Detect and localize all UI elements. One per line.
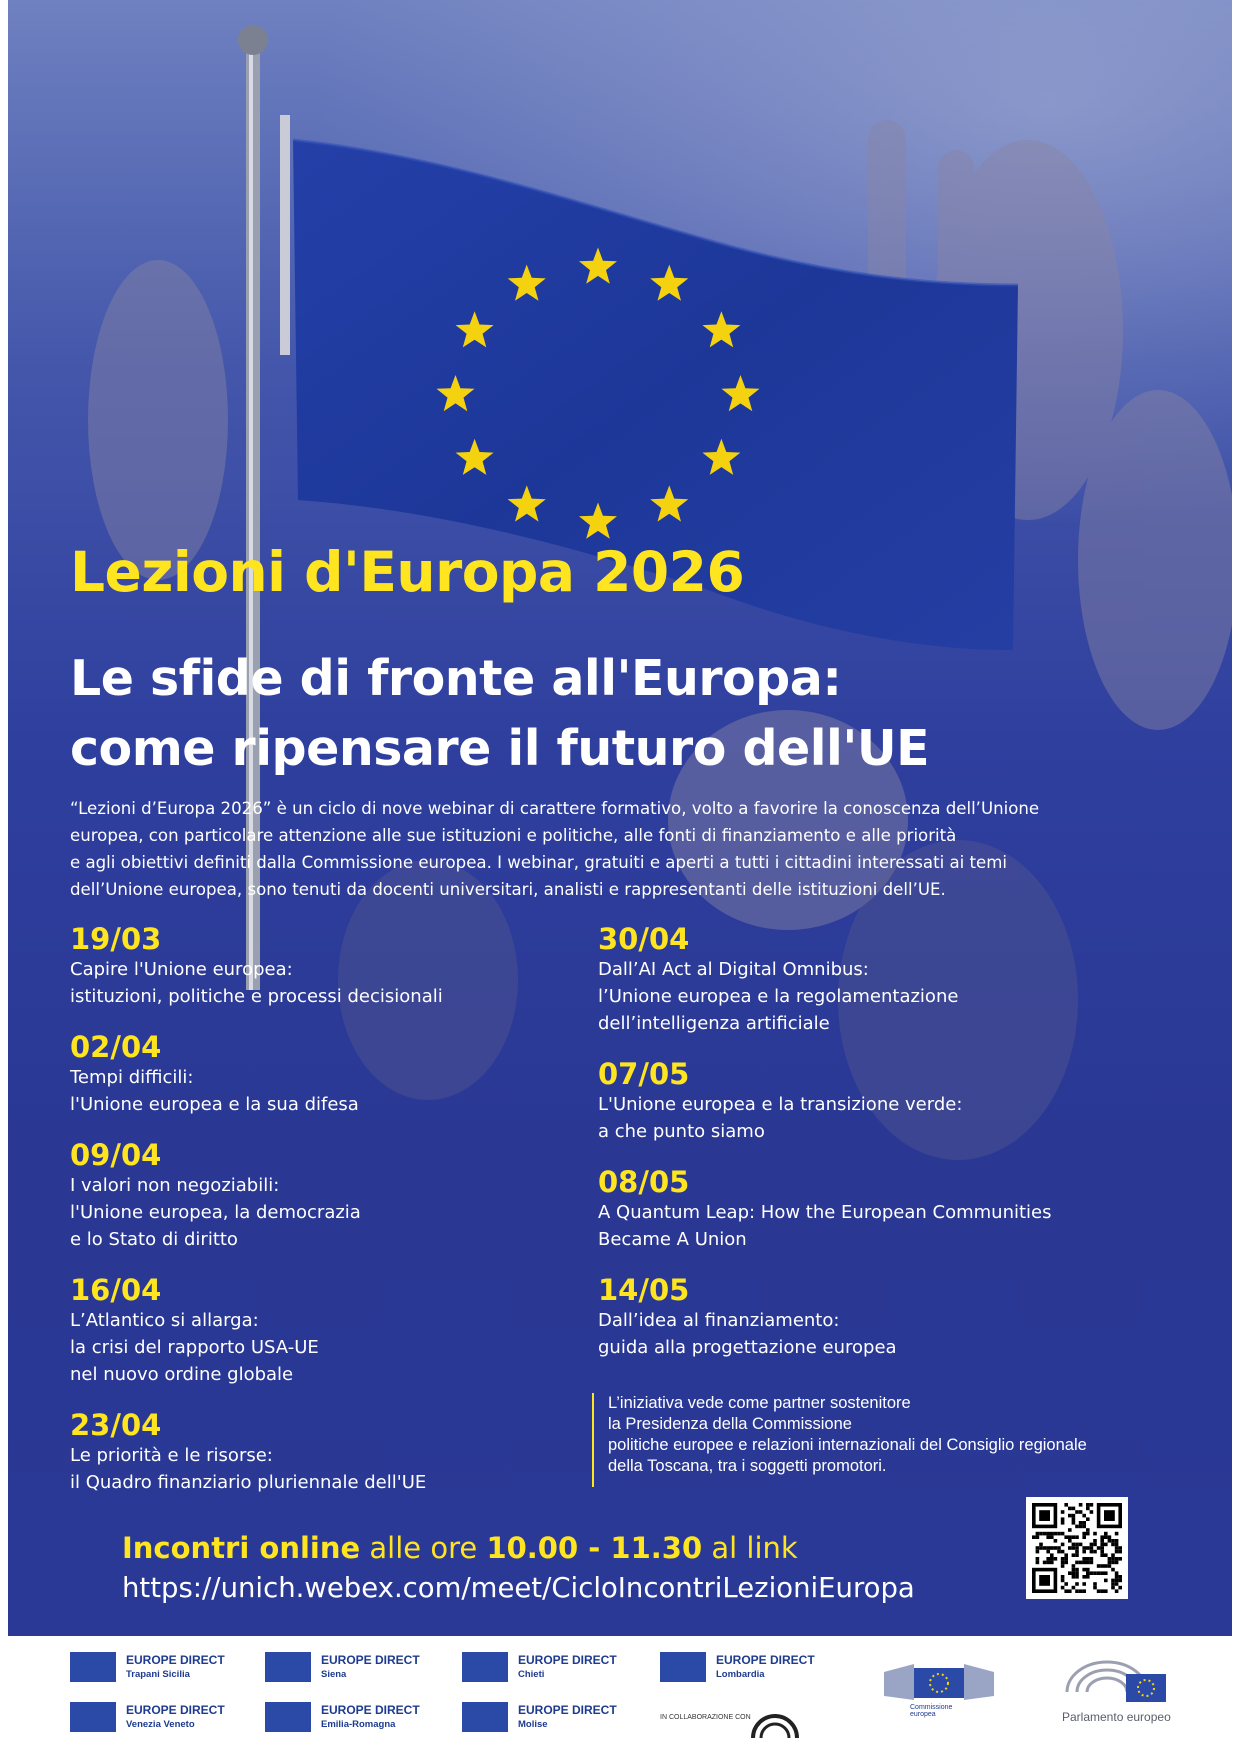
qr-module bbox=[1072, 1575, 1076, 1579]
qr-module bbox=[1115, 1546, 1119, 1550]
qr-module bbox=[1082, 1589, 1086, 1593]
qr-module bbox=[1075, 1525, 1079, 1529]
event-description-line: L’Atlantico si allarga: bbox=[70, 1310, 259, 1331]
logo-subtitle: Emilia-Romagna bbox=[321, 1719, 396, 1730]
qr-module bbox=[1100, 1564, 1104, 1568]
qr-module bbox=[1079, 1561, 1083, 1565]
event-date: 14/05 bbox=[598, 1273, 690, 1307]
qr-module bbox=[1118, 1557, 1122, 1561]
europe-direct-logo-venezia bbox=[70, 1702, 225, 1732]
logo-title: EUROPE DIRECT bbox=[126, 1653, 225, 1667]
qr-module bbox=[1061, 1586, 1065, 1590]
qr-module bbox=[1064, 1557, 1068, 1561]
qr-module bbox=[1075, 1546, 1079, 1550]
qr-module bbox=[1079, 1543, 1083, 1547]
qr-module bbox=[1082, 1532, 1086, 1536]
qr-module bbox=[1100, 1543, 1104, 1547]
qr-module bbox=[1075, 1575, 1079, 1579]
event-description-line: guida alla progettazione europea bbox=[598, 1337, 897, 1358]
qr-module bbox=[1036, 1561, 1040, 1565]
intro-paragraph bbox=[70, 795, 1155, 903]
qr-module bbox=[1064, 1561, 1068, 1565]
qr-module bbox=[1082, 1568, 1086, 1572]
qr-module bbox=[1115, 1582, 1119, 1586]
qr-module bbox=[1108, 1557, 1112, 1561]
qr-module bbox=[1104, 1589, 1108, 1593]
qr-module bbox=[1050, 1546, 1054, 1550]
qr-module bbox=[1072, 1543, 1076, 1547]
partner-line: della Toscana, tra i soggetti promotori. bbox=[608, 1457, 887, 1475]
qr-module bbox=[1072, 1535, 1076, 1539]
qr-module bbox=[1068, 1546, 1072, 1550]
schedule-info bbox=[122, 1531, 798, 1565]
qr-module bbox=[1104, 1564, 1108, 1568]
qr-module bbox=[1111, 1586, 1115, 1590]
event-30-04 bbox=[598, 922, 958, 1037]
qr-module bbox=[1057, 1550, 1061, 1554]
qr-module bbox=[1064, 1553, 1068, 1557]
event-date: 02/04 bbox=[70, 1030, 162, 1064]
qr-module bbox=[1061, 1532, 1065, 1536]
eu-flag-icon bbox=[265, 1702, 311, 1732]
qr-module bbox=[1097, 1564, 1101, 1568]
qr-module bbox=[1086, 1546, 1090, 1550]
event-description-line: l’Unione europea e la regolamentazione bbox=[598, 986, 959, 1007]
qr-module bbox=[1057, 1546, 1061, 1550]
qr-module bbox=[1082, 1535, 1086, 1539]
event-description-line: nel nuovo ordine globale bbox=[70, 1364, 294, 1385]
collaboration-label: IN COLLABORAZIONE CON bbox=[660, 1714, 751, 1721]
qr-module bbox=[1090, 1546, 1094, 1550]
qr-module bbox=[1082, 1514, 1086, 1518]
europe-direct-logo-lombardia bbox=[660, 1652, 815, 1682]
qr-module bbox=[1068, 1528, 1072, 1532]
qr-module bbox=[1064, 1582, 1068, 1586]
event-description-line: I valori non negoziabili: bbox=[70, 1175, 280, 1196]
qr-module bbox=[1118, 1579, 1122, 1583]
event-description-line: Capire l'Unione europea: bbox=[70, 959, 293, 980]
event-description-line: dell’intelligenza artificiale bbox=[598, 1013, 830, 1034]
qr-module bbox=[1111, 1568, 1115, 1572]
qr-module bbox=[1075, 1550, 1079, 1554]
qr-module bbox=[1039, 1546, 1043, 1550]
logo-subtitle: Lombardia bbox=[716, 1669, 765, 1680]
event-date: 19/03 bbox=[70, 922, 162, 956]
event-description-line: l'Unione europea e la sua difesa bbox=[70, 1094, 359, 1115]
schedule-online: Incontri online bbox=[122, 1531, 361, 1565]
qr-module bbox=[1097, 1546, 1101, 1550]
logo-title: EUROPE DIRECT bbox=[126, 1703, 225, 1717]
intro-line: “Lezioni d’Europa 2026” è un ciclo di nove webinar di carattere formativo, volto a favorire la conoscenza dell’Unione bbox=[70, 799, 1040, 818]
parliament-label: Parlamento europeo bbox=[1062, 1710, 1171, 1724]
qr-module bbox=[1082, 1546, 1086, 1550]
qr-module bbox=[1082, 1525, 1086, 1529]
qr-module bbox=[1082, 1557, 1086, 1561]
qr-module bbox=[1072, 1564, 1076, 1568]
parliament-hemicycle-icon bbox=[1062, 1652, 1172, 1707]
partner-line: politiche europee e relazioni internazionali del Consiglio regionale bbox=[608, 1436, 1087, 1454]
europe-direct-logo-chieti bbox=[462, 1652, 617, 1682]
logo-title: EUROPE DIRECT bbox=[716, 1653, 815, 1667]
qr-module bbox=[1111, 1543, 1115, 1547]
qr-module bbox=[1093, 1539, 1097, 1543]
qr-module bbox=[1115, 1579, 1119, 1583]
european-commission-logo bbox=[884, 1660, 994, 1718]
event-description-line: a che punto siamo bbox=[598, 1121, 765, 1142]
qr-module bbox=[1086, 1503, 1090, 1507]
event-07-05 bbox=[598, 1057, 962, 1145]
qr-module bbox=[1046, 1546, 1050, 1550]
qr-module bbox=[1079, 1525, 1083, 1529]
qr-module bbox=[1036, 1550, 1040, 1554]
qr-module bbox=[1093, 1586, 1097, 1590]
qr-module bbox=[1072, 1553, 1076, 1557]
qr-module bbox=[1061, 1557, 1065, 1561]
qr-module bbox=[1068, 1539, 1072, 1543]
qr-module bbox=[1090, 1510, 1094, 1514]
qr-module bbox=[1039, 1532, 1043, 1536]
qr-module bbox=[1090, 1571, 1094, 1575]
qr-module bbox=[1108, 1539, 1112, 1543]
qr-module bbox=[1075, 1553, 1079, 1557]
event-description-line: il Quadro finanziario pluriennale dell'UE bbox=[70, 1472, 427, 1493]
schedule-time: 10.00 - 11.30 bbox=[486, 1531, 703, 1565]
qr-module bbox=[1061, 1521, 1065, 1525]
qr-module bbox=[1054, 1532, 1058, 1536]
qr-module bbox=[1075, 1510, 1079, 1514]
qr-module bbox=[1100, 1550, 1104, 1554]
qr-module bbox=[1097, 1589, 1101, 1593]
qr-module bbox=[1093, 1532, 1097, 1536]
eu-flag-icon bbox=[660, 1652, 706, 1682]
qr-module bbox=[1093, 1543, 1097, 1547]
subtitle-line-2: come ripensare il futuro dell'UE bbox=[70, 720, 930, 777]
qr-module bbox=[1115, 1561, 1119, 1565]
qr-module bbox=[1054, 1557, 1058, 1561]
qr-module bbox=[1082, 1582, 1086, 1586]
qr-code-pattern bbox=[1026, 1497, 1128, 1599]
qr-module bbox=[1086, 1571, 1090, 1575]
event-date: 16/04 bbox=[70, 1273, 162, 1307]
eu-flag-icon bbox=[70, 1652, 116, 1682]
qr-module bbox=[1118, 1550, 1122, 1554]
qr-module bbox=[1115, 1539, 1119, 1543]
logo-title: EUROPE DIRECT bbox=[518, 1703, 617, 1717]
qr-module bbox=[1050, 1561, 1054, 1565]
qr-module bbox=[1111, 1582, 1115, 1586]
partner-line: L’iniziativa vede come partner sostenitore bbox=[608, 1394, 911, 1412]
europe-direct-logo-trapani bbox=[70, 1652, 225, 1682]
qr-module bbox=[1054, 1546, 1058, 1550]
qr-module bbox=[1046, 1550, 1050, 1554]
qr-module bbox=[1075, 1568, 1079, 1572]
qr-module bbox=[1075, 1561, 1079, 1565]
qr-module bbox=[1036, 1546, 1040, 1550]
qr-module bbox=[1086, 1528, 1090, 1532]
qr-module bbox=[1061, 1517, 1065, 1521]
logo-subtitle: Chieti bbox=[518, 1669, 545, 1680]
event-description-line: A Quantum Leap: How the European Communities bbox=[598, 1202, 1052, 1223]
qr-module bbox=[1061, 1579, 1065, 1583]
qr-module bbox=[1061, 1543, 1065, 1547]
qr-module bbox=[1054, 1539, 1058, 1543]
qr-module bbox=[1104, 1535, 1108, 1539]
qr-module bbox=[1086, 1557, 1090, 1561]
qr-module bbox=[1068, 1571, 1072, 1575]
eu-flag-icon bbox=[462, 1652, 508, 1682]
event-16-04 bbox=[70, 1273, 319, 1388]
qr-module bbox=[1093, 1550, 1097, 1554]
european-parliament-logo bbox=[1062, 1652, 1172, 1724]
qr-module bbox=[1086, 1575, 1090, 1579]
qr-module bbox=[1072, 1517, 1076, 1521]
event-date: 23/04 bbox=[70, 1408, 162, 1442]
qr-module bbox=[1039, 1543, 1043, 1547]
event-description-line: Tempi difficili: bbox=[70, 1067, 194, 1088]
qr-module bbox=[1090, 1543, 1094, 1547]
qr-module bbox=[1079, 1510, 1083, 1514]
qr-module bbox=[1097, 1571, 1101, 1575]
event-date: 07/05 bbox=[598, 1057, 690, 1091]
qr-module bbox=[1064, 1503, 1068, 1507]
event-23-04 bbox=[70, 1408, 426, 1496]
logo-subtitle: Trapani Sicilia bbox=[126, 1669, 190, 1680]
commission-building-icon bbox=[884, 1660, 994, 1706]
qr-module bbox=[1072, 1546, 1076, 1550]
qr-module bbox=[1082, 1550, 1086, 1554]
qr-module bbox=[1108, 1535, 1112, 1539]
intro-line: e agli obiettivi definiti dalla Commissione europea. I webinar, gratuiti e aperti a tutti i cittadini interessati ai temi bbox=[70, 853, 1008, 872]
qr-module bbox=[1075, 1589, 1079, 1593]
event-description-line: la crisi del rapporto USA-UE bbox=[70, 1337, 319, 1358]
qr-module bbox=[1036, 1557, 1040, 1561]
qr-module bbox=[1064, 1589, 1068, 1593]
qr-module bbox=[1068, 1514, 1072, 1518]
qr-module bbox=[1046, 1561, 1050, 1565]
qr-module bbox=[1061, 1510, 1065, 1514]
logo-title: EUROPE DIRECT bbox=[321, 1703, 420, 1717]
event-description-line: istituzioni, politiche e processi decisionali bbox=[70, 986, 443, 1007]
qr-module bbox=[1032, 1535, 1036, 1539]
qr-module bbox=[1115, 1557, 1119, 1561]
qr-module bbox=[1115, 1543, 1119, 1547]
qr-module bbox=[1046, 1532, 1050, 1536]
logo-title: EUROPE DIRECT bbox=[518, 1653, 617, 1667]
eu-flag-icon bbox=[70, 1702, 116, 1732]
qr-module bbox=[1043, 1546, 1047, 1550]
webex-link[interactable]: https://unich.webex.com/meet/CicloIncontriLezioniEuropa bbox=[122, 1572, 915, 1604]
partner-line: la Presidenza della Commissione bbox=[608, 1415, 852, 1433]
qr-module bbox=[1061, 1575, 1065, 1579]
event-date: 08/05 bbox=[598, 1165, 690, 1199]
qr-module bbox=[1115, 1550, 1119, 1554]
partner-note bbox=[592, 1393, 1168, 1487]
qr-module bbox=[1100, 1539, 1104, 1543]
qr-module bbox=[1104, 1532, 1108, 1536]
qr-module bbox=[1118, 1586, 1122, 1590]
qr-module bbox=[1046, 1535, 1050, 1539]
qr-module bbox=[1108, 1564, 1112, 1568]
qr-module bbox=[1115, 1575, 1119, 1579]
qr-module bbox=[1064, 1535, 1068, 1539]
qr-module bbox=[1100, 1535, 1104, 1539]
qr-module bbox=[1090, 1503, 1094, 1507]
event-description-line: Dall’AI Act al Digital Omnibus: bbox=[598, 959, 869, 980]
qr-module bbox=[1075, 1571, 1079, 1575]
qr-module bbox=[1115, 1571, 1119, 1575]
qr-module bbox=[1043, 1532, 1047, 1536]
qr-module bbox=[1086, 1561, 1090, 1565]
qr-module bbox=[1115, 1532, 1119, 1536]
qr-module bbox=[1036, 1532, 1040, 1536]
qr-module bbox=[1072, 1514, 1076, 1518]
qr-module bbox=[1061, 1564, 1065, 1568]
qr-module bbox=[1079, 1503, 1083, 1507]
qr-module bbox=[1050, 1557, 1054, 1561]
qr-module bbox=[1111, 1557, 1115, 1561]
qr-module bbox=[1043, 1561, 1047, 1565]
qr-module bbox=[1093, 1582, 1097, 1586]
qr-module bbox=[1086, 1568, 1090, 1572]
event-date: 30/04 bbox=[598, 922, 690, 956]
qr-module bbox=[1079, 1589, 1083, 1593]
qr-module bbox=[1046, 1557, 1050, 1561]
qr-module bbox=[1068, 1589, 1072, 1593]
event-description-line: Dall’idea al finanziamento: bbox=[598, 1310, 840, 1331]
qr-module bbox=[1036, 1535, 1040, 1539]
qr-module bbox=[1072, 1568, 1076, 1572]
qr-module bbox=[1111, 1539, 1115, 1543]
qr-module bbox=[1100, 1546, 1104, 1550]
qr-module bbox=[1082, 1561, 1086, 1565]
logo-subtitle: Molise bbox=[518, 1719, 548, 1730]
qr-module bbox=[1104, 1579, 1108, 1583]
qr-module bbox=[1111, 1579, 1115, 1583]
qr-module bbox=[1075, 1535, 1079, 1539]
qr-module bbox=[1079, 1521, 1083, 1525]
qr-module bbox=[1090, 1561, 1094, 1565]
qr-module bbox=[1050, 1532, 1054, 1536]
qr-module bbox=[1082, 1575, 1086, 1579]
qr-module bbox=[1108, 1561, 1112, 1565]
qr-module bbox=[1086, 1532, 1090, 1536]
qr-module bbox=[1050, 1535, 1054, 1539]
qr-module bbox=[1104, 1553, 1108, 1557]
logo-subtitle: Siena bbox=[321, 1669, 347, 1680]
event-08-05 bbox=[598, 1165, 1052, 1253]
event-description-line: Le priorità e le risorse: bbox=[70, 1445, 273, 1466]
qr-module bbox=[1090, 1557, 1094, 1561]
europe-direct-logo-emilia-romagna bbox=[265, 1702, 420, 1732]
schedule-at: alle ore bbox=[360, 1531, 487, 1565]
qr-module bbox=[1075, 1582, 1079, 1586]
event-09-04 bbox=[70, 1138, 361, 1253]
poster-panel bbox=[8, 0, 1232, 1636]
eu-flag-icon bbox=[462, 1702, 508, 1732]
qr-module bbox=[1100, 1589, 1104, 1593]
qr-module bbox=[1100, 1571, 1104, 1575]
qr-code-icon[interactable] bbox=[1026, 1497, 1128, 1599]
qr-module bbox=[1104, 1571, 1108, 1575]
qr-module bbox=[1075, 1543, 1079, 1547]
qr-module bbox=[1111, 1553, 1115, 1557]
qr-module bbox=[1086, 1517, 1090, 1521]
qr-finder bbox=[1104, 1510, 1115, 1521]
event-14-05 bbox=[598, 1273, 897, 1361]
intro-line: europea, con particolare attenzione alle sue istituzioni e politiche, alle fonti di finanziamento e alle priorità bbox=[70, 826, 957, 845]
qr-module bbox=[1072, 1521, 1076, 1525]
event-title: Lezioni d'Europa 2026 bbox=[70, 540, 745, 604]
event-description-line: L'Unione europea e la transizione verde: bbox=[598, 1094, 963, 1115]
qr-module bbox=[1118, 1546, 1122, 1550]
qr-module bbox=[1068, 1507, 1072, 1511]
europe-direct-logo-molise bbox=[462, 1702, 617, 1732]
qr-module bbox=[1057, 1532, 1061, 1536]
qr-module bbox=[1090, 1550, 1094, 1554]
qr-module bbox=[1082, 1521, 1086, 1525]
eu-flag-icon bbox=[265, 1652, 311, 1682]
qr-module bbox=[1086, 1507, 1090, 1511]
intro-line: dell’Unione europea, sono tenuti da docenti universitari, analisti e rappresentanti delle istituzioni dell’UE. bbox=[70, 880, 946, 899]
event-description-line: e lo Stato di diritto bbox=[70, 1229, 238, 1250]
qr-module bbox=[1072, 1571, 1076, 1575]
schedule-link-label: al link bbox=[702, 1531, 798, 1565]
qr-module bbox=[1050, 1553, 1054, 1557]
event-description-line: Became A Union bbox=[598, 1229, 747, 1250]
europe-direct-logo-siena bbox=[265, 1652, 420, 1682]
qr-module bbox=[1100, 1553, 1104, 1557]
event-description-line: l'Unione europea, la democrazia bbox=[70, 1202, 361, 1223]
qr-module bbox=[1072, 1507, 1076, 1511]
qr-module bbox=[1104, 1543, 1108, 1547]
commission-label: Commissione europea bbox=[910, 1704, 953, 1718]
qr-module bbox=[1118, 1575, 1122, 1579]
qr-module bbox=[1072, 1586, 1076, 1590]
qr-module bbox=[1111, 1561, 1115, 1565]
qr-module bbox=[1061, 1550, 1065, 1554]
qr-finder bbox=[1039, 1510, 1050, 1521]
subtitle-line-1: Le sfide di fronte all'Europa: bbox=[70, 650, 842, 707]
logo-title: EUROPE DIRECT bbox=[321, 1653, 420, 1667]
qr-finder bbox=[1039, 1575, 1050, 1586]
qr-module bbox=[1061, 1561, 1065, 1565]
qr-module bbox=[1115, 1589, 1119, 1593]
event-02-04 bbox=[70, 1030, 359, 1118]
logo-subtitle: Venezia Veneto bbox=[126, 1719, 195, 1730]
qr-module bbox=[1093, 1571, 1097, 1575]
institution-arc-icon bbox=[745, 1698, 805, 1743]
event-19-03 bbox=[70, 922, 443, 1010]
event-date: 09/04 bbox=[70, 1138, 162, 1172]
qr-module bbox=[1068, 1535, 1072, 1539]
